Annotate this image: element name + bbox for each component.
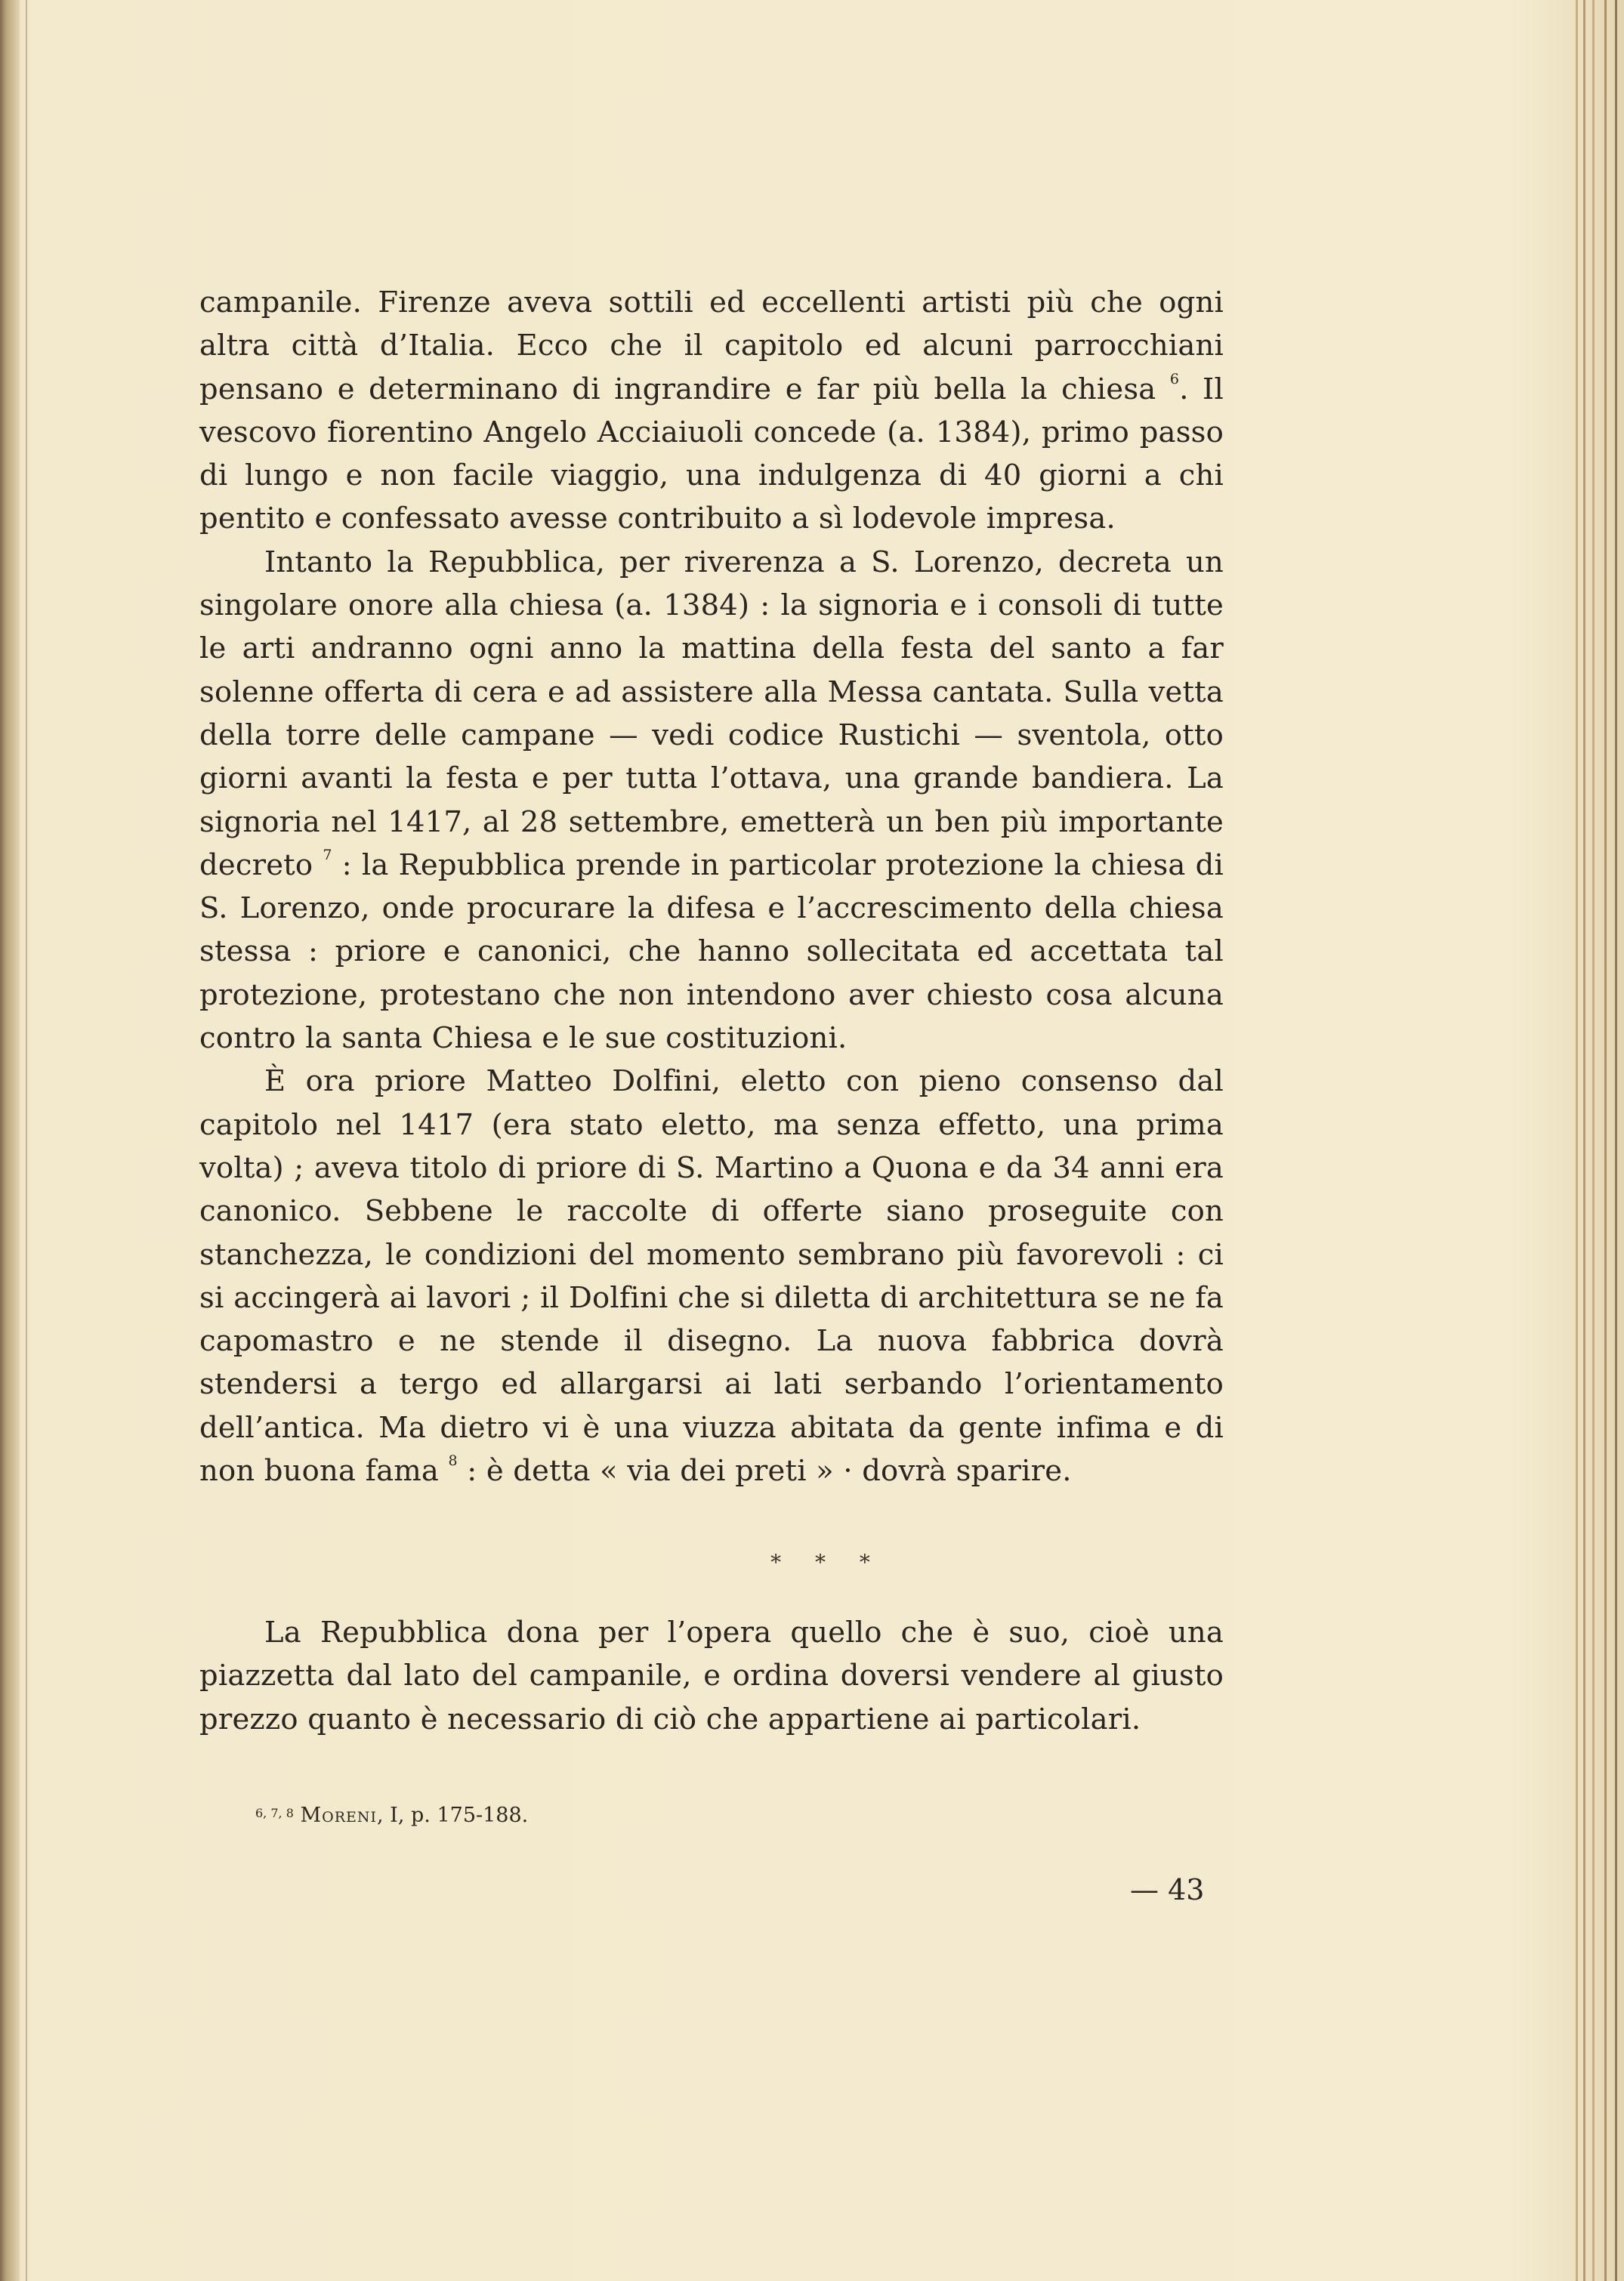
paragraph-text: . Il vescovo fiorentino Angelo Acciaiuoli concede (a. 1384), primo passo di lungo e non facile viaggio, una indulgenza di 40 giorni a chi pentito e confessato avesse contribuito a sì lodevole impresa.	[199, 372, 1224, 536]
main-text	[199, 281, 1224, 1492]
paragraph-1	[199, 281, 1224, 541]
paragraph-text: campanile. Firenze aveva sottili ed eccellenti artisti più che ogni altra città d’Italia. Ecco che il capitolo ed alcuni parrocchiani pensano e determinano di ingrandire e far più bella la chiesa	[199, 286, 1224, 406]
paragraph-text: : la Repubblica prende in particolar protezione la chiesa di S. Lorenzo, onde procurare la difesa e l’accrescimento della chiesa stessa : priore e canonici, che hanno sollecitata ed accettata tal protezione, protestano che non intendono aver chiesto cosa alcuna contro la santa Chiesa e le sue costituzioni.	[199, 847, 1224, 1056]
closing-text	[199, 1611, 1224, 1741]
note-reference: 7	[323, 846, 332, 863]
paragraph-3	[199, 1060, 1224, 1492]
footnote	[255, 1804, 528, 1827]
footnote-reference: , I, p. 175-188.	[377, 1804, 529, 1827]
page-edges	[1571, 0, 1624, 2281]
paragraph-text: Intanto la Repubblica, per riverenza a S. Lorenzo, decreta un singolare onore alla chiesa (a. 1384) : la signoria e i consoli di tutte le arti andranno ogni anno la mattina della festa del santo a far solenne offerta di cera e ad assistere alla Messa cantata. Sulla vetta della torre delle campane — vedi codice Rustichi — sventola, otto giorni avanti la festa e per tutta l’ottava, una grande bandiera. La signoria nel 1417, al 28 settembre, emetterà un ben più importante decreto	[199, 545, 1224, 882]
footnote-author: Moreni	[300, 1804, 378, 1827]
note-reference: 8	[448, 1452, 458, 1470]
page-number: — 43	[1130, 1873, 1205, 1906]
note-reference: 6	[1169, 370, 1180, 387]
paragraph-text: : è detta « via dei preti » · dovrà sparire.	[457, 1454, 1072, 1489]
paragraph-4: La Repubblica dona per l’opera quello che è suo, cioè una piazzetta dal lato del campanile, e ordina doversi vendere al giusto prezzo quanto è necessario di ciò che appartiene ai particolari.	[199, 1616, 1224, 1736]
footnote-marks: 6, 7, 8	[255, 1806, 294, 1820]
section-separator: * * *	[770, 1550, 884, 1575]
paragraph-2	[199, 541, 1224, 1060]
paragraph-text: È ora priore Matteo Dolfini, eletto con pieno consenso dal capitolo nel 1417 (era stato eletto, ma senza effetto, una prima volta) ; aveva titolo di priore di S. Martino a Quona e da 34 anni era canonico. Sebbene le raccolte di offerte siano proseguite con stanchezza, le condizioni del momento sembrano più favorevoli : ci si accingerà ai lavori ; il Dolfini che si diletta di architettura se ne fa capomastro e ne stende il disegno. La nuova fabbrica dovrà stendersi a tergo ed allargarsi ai lati serbando l’orientamento dell’antica. Ma dietro vi è una viuzza abitata da gente infima e di non buona fama	[199, 1064, 1224, 1489]
binding-edge	[0, 0, 20, 2281]
